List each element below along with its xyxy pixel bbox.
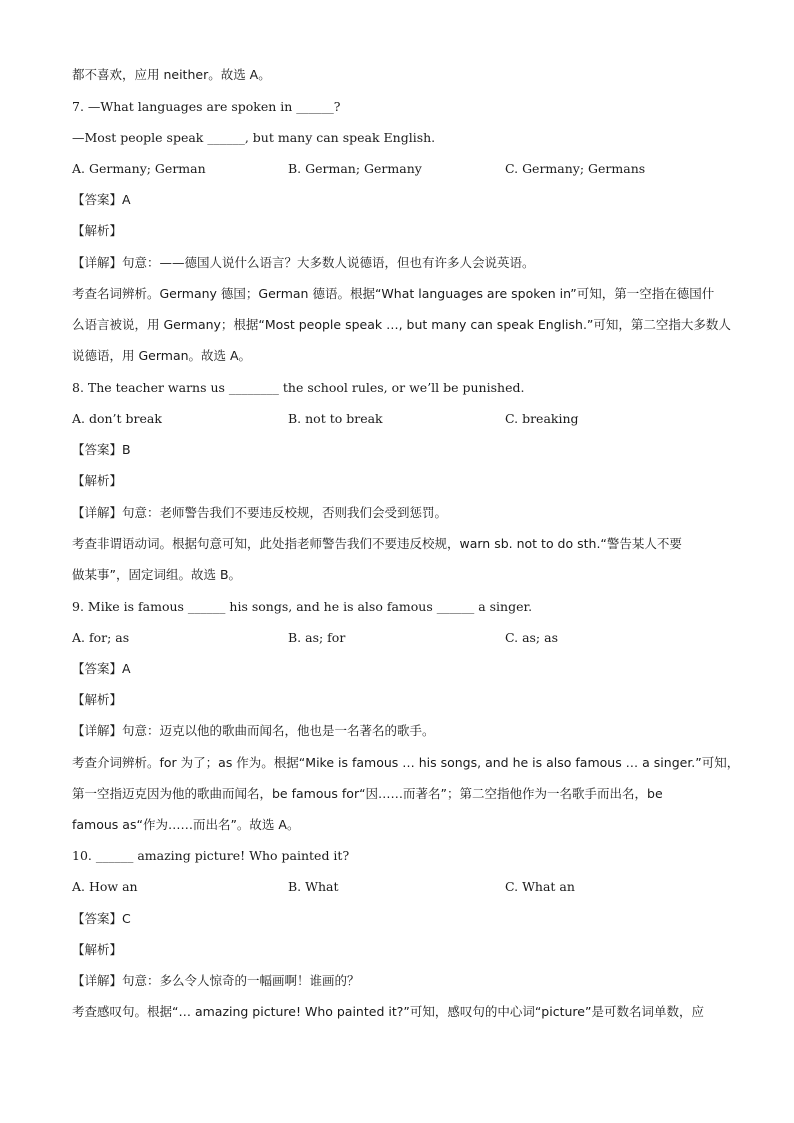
question-8: 8. The teacher warns us ________ the school rules, or we’ll be punished. (72, 380, 525, 395)
option-c: C. Germany; Germans (505, 161, 646, 176)
option-a: A. Germany; German (72, 161, 206, 176)
question-8-options (72, 410, 724, 428)
question-7-options (72, 160, 724, 178)
answer-label: 【答案】A (72, 192, 131, 207)
question-10: 10. ______ amazing picture! Who painted it? (72, 848, 350, 863)
explanation-line: 【详解】句意：迈克以他的歌曲而闻名，他也是一名著名的歌手。 (72, 723, 435, 738)
option-a: A. for; as (72, 630, 130, 645)
explanation-line: 第一空指迈克因为他的歌曲而闻名，be famous for“因……而著名”；第二空指他作为一名歌手而出名，be (72, 786, 663, 801)
explanation-line: 【详解】句意：多么令人惊奇的一幅画啊！谁画的？ (72, 973, 360, 988)
option-c: C. What an (505, 879, 575, 894)
text-line: 都不喜欢，应用 neither。故选 A。 (72, 67, 271, 82)
answer-label: 【答案】C (72, 911, 131, 926)
explanation-line: 【详解】句意：——德国人说什么语言？大多数人说德语，但也有许多人会说英语。 (72, 255, 535, 270)
explanation-line: 【详解】句意：老师警告我们不要违反校规，否则我们会受到惩罚。 (72, 505, 448, 520)
question-7: 7. —What languages are spoken in ______? (72, 99, 341, 114)
explanation-line: 考查名词辨析。Germany 德国；German 德语。根据“What languages are spoken in”可知，第一空指在德国什 (72, 286, 715, 301)
answer-label: 【答案】A (72, 661, 131, 676)
option-b: B. What (288, 879, 339, 894)
question-10-options (72, 878, 724, 896)
question-9-options (72, 629, 724, 647)
option-a: A. don’t break (72, 411, 162, 426)
option-b: B. as; for (288, 630, 346, 645)
question-9: 9. Mike is famous ______ his songs, and he is also famous ______ a singer. (72, 599, 533, 614)
explanation-line: 考查介词辨析。for 为了；as 作为。根据“Mike is famous … his songs, and he is also famous … a singer.”可知， (72, 755, 740, 770)
option-b: B. German; Germany (288, 161, 422, 176)
option-a: A. How an (72, 879, 138, 894)
explanation-line: famous as“作为……而出名”。故选 A。 (72, 817, 300, 832)
option-b: B. not to break (288, 411, 383, 426)
analysis-label: 【解析】 (72, 473, 123, 488)
explanation-line: 说德语，用 German。故选 A。 (72, 348, 252, 363)
option-c: C. as; as (505, 630, 558, 645)
analysis-label: 【解析】 (72, 942, 123, 957)
explanation-line: 考查非谓语动词。根据句意可知，此处指老师警告我们不要违反校规，warn sb. not to do sth.“警告某人不要 (72, 536, 682, 551)
question-7-continuation: —Most people speak ______, but many can speak English. (72, 130, 436, 145)
analysis-label: 【解析】 (72, 692, 123, 707)
explanation-line: 么语言被说，用 Germany；根据“Most people speak …, but many can speak English.”可知，第二空指大多数人 (72, 317, 731, 332)
explanation-line: 做某事”，固定词组。故选 B。 (72, 567, 242, 582)
option-c: C. breaking (505, 411, 579, 426)
answer-label: 【答案】B (72, 442, 131, 457)
analysis-label: 【解析】 (72, 223, 123, 238)
explanation-line: 考查感叹句。根据“… amazing picture! Who painted it?”可知，感叹句的中心词“picture”是可数名词单数，应 (72, 1004, 704, 1019)
